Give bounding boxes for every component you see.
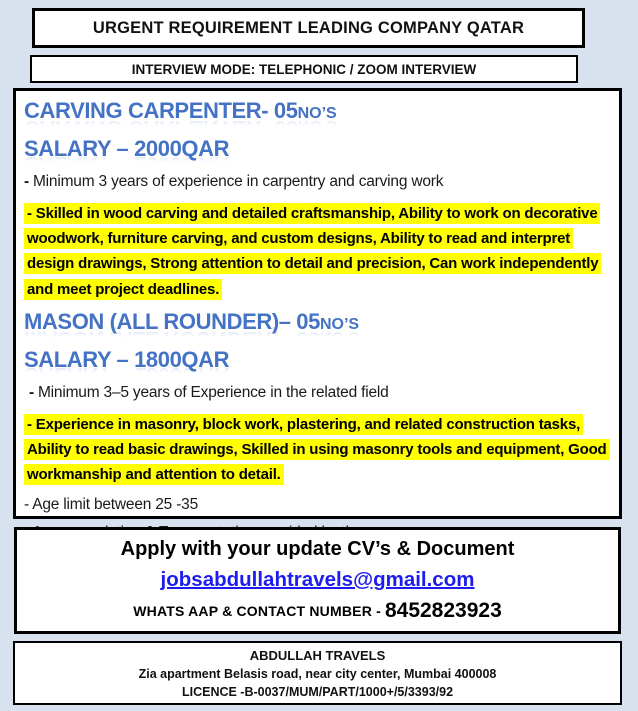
job-details-section [13, 88, 622, 519]
skills-highlight-mason: - Experience in masonry, block work, plastering, and related construction tasks, Ability to read basic drawings, Skilled in using masonry tools and equipment, Good workmanship and attention to detail. [24, 414, 610, 486]
experience-line-carpenter [24, 173, 609, 192]
email-link[interactable]: jobsabdullahtravels@gmail.com [160, 568, 475, 591]
bullet-dash: - [24, 173, 29, 191]
job-title-carving-carpenter [24, 99, 609, 124]
job-title-suffix: NO’S [297, 105, 337, 122]
apply-section [14, 527, 621, 634]
experience-line-mason [24, 384, 609, 403]
experience-text: Minimum 3–5 years of Experience in the related field [37, 384, 389, 402]
job-title-text: MASON (ALL ROUNDER)– 05 [24, 308, 320, 334]
salary-mason: SALARY – 1800QAR [24, 346, 230, 372]
job-title-mason [24, 310, 609, 335]
age-limit-note: - Age limit between 25 -35 [24, 495, 199, 513]
title-banner [32, 8, 585, 48]
company-footer [13, 641, 622, 705]
contact-label: WHATS AAP & CONTACT NUMBER - [133, 603, 381, 619]
interview-mode-banner [30, 55, 578, 83]
skills-paragraph-mason [24, 412, 609, 488]
contact-number: 8452823923 [384, 599, 502, 622]
skills-highlight-carpenter: - Skilled in wood carving and detailed craftsmanship, Ability to work on decorative woodwork, furniture carving, and custom designs, Ability to read and interpret design drawings, Strong attention to detail and precision, Can work independently and meet project deadlines. [24, 203, 601, 300]
job-title-text: CARVING CARPENTER- 05 [24, 98, 298, 123]
company-address: Zia apartment Belasis road, near city center, Mumbai 400008 [138, 666, 497, 681]
job-title-suffix: NO’S [319, 315, 360, 333]
contact-line [133, 599, 502, 623]
skills-paragraph-carpenter [24, 201, 609, 302]
interview-mode-text: INTERVIEW MODE: TELEPHONIC / ZOOM INTERVIEW [131, 61, 477, 77]
apply-heading: Apply with your update CV’s & Document [120, 538, 515, 560]
company-name: ABDULLAH TRAVELS [249, 647, 386, 663]
company-licence: LICENCE -B-0037/MUM/PART/1000+/5/3393/92 [181, 684, 454, 699]
experience-text: Minimum 3 years of experience in carpentry and carving work [32, 173, 444, 191]
bullet-dash: - [29, 384, 34, 402]
page-title: URGENT REQUIREMENT LEADING COMPANY QATAR [92, 18, 525, 37]
salary-carving-carpenter: SALARY – 2000QAR [24, 135, 230, 161]
